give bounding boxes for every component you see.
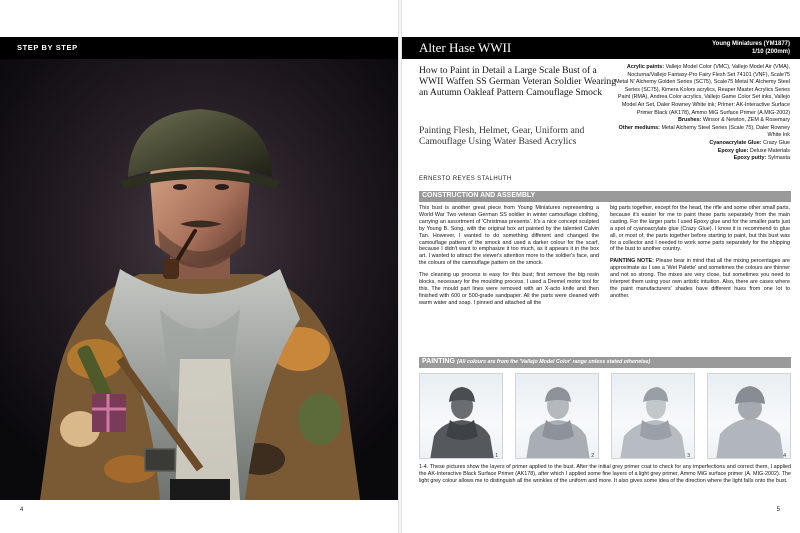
step-photo (515, 373, 599, 459)
materials-item (614, 155, 790, 163)
body-paragraph: big parts together, except for the head, the rifle and some other small parts, because it's easier for me to paint these parts separately from the main casting. For the larger parts I used Epoxy glue and for the smaller parts just a spot of cyanoacrylate glue (Crazy Glue). I know it is recommend to glue all, or most of, the parts together before starting to paint, but this bust was for a collector and I needed to work some parts separately for the shipping of the bust to another country. (610, 205, 790, 253)
materials-list (614, 64, 790, 163)
construction-heading: CONSTRUCTION AND ASSEMBLY (422, 192, 536, 199)
materials-text: Metal Alchemy Steel Series (Scale 75), Daler Rowney White Ink (661, 124, 790, 139)
step-photo (707, 373, 791, 459)
materials-text: Deluxe Materials (749, 147, 790, 154)
step-number: 2 (591, 453, 594, 459)
page-number-right: 5 (776, 507, 780, 513)
materials-item (614, 148, 790, 156)
materials-item (614, 125, 790, 140)
materials-label: Epoxy glue: (717, 147, 749, 154)
materials-label: Brushes: (677, 117, 702, 124)
primed-bust-front-image (516, 374, 599, 459)
primed-bust-back-image (708, 374, 791, 459)
product-name: Young Miniatures (YM1877) (712, 41, 790, 47)
painting-note-label: PAINTING NOTE: (610, 258, 654, 265)
primed-bust-side-image (612, 374, 695, 459)
step-photo (419, 373, 503, 459)
body-paragraph: This bust is another great piece from Young Miniatures representing a World War Two veteran German SS soldier in winter camouflage clothing, carrying an assortment of 'Christmas presents'. It's a nice concept sculpted by Young B. Song, with the original box art painted by the talented Calvin Tan. However, I wanted to do something different and changed the camouflage pattern of the smock and used a darker colour for the scarf, because I didn't want to emphasize it too much, as it appears it in the box art. I wanted to attract the viewer's attention more to the soldier's face, and the colours of the camouflage pattern on the smock. (419, 205, 599, 267)
primer-steps-gallery (419, 373, 791, 459)
article-title: Alter Hase WWII (419, 40, 512, 55)
materials-label: Cyanoacrylate Glue: (709, 139, 762, 146)
product-info (712, 40, 790, 56)
article-header-bar (402, 37, 800, 59)
materials-label: Epoxy putty: (733, 155, 767, 162)
step-number: 1 (495, 453, 498, 459)
body-column-right (610, 205, 790, 353)
construction-section-header (419, 191, 791, 202)
page-number-left: 4 (20, 507, 24, 513)
step-number: 3 (687, 453, 690, 459)
article-subheadline: Painting Flesh, Helmet, Gear, Uniform and Camouflage Using Water Based Acrylics (419, 125, 585, 147)
primed-bust-front-image (420, 374, 503, 459)
materials-item (614, 64, 790, 117)
painting-section-header (419, 357, 791, 368)
painting-heading-wrap (422, 358, 650, 365)
right-page (402, 0, 800, 533)
materials-item (614, 117, 790, 125)
body-paragraph: The cleaning up process is easy for this bust; first remove the big resin blocks, necessary for the moulding process. I used a Dremel motor tool for this. The mould part lines were removed with an X-acto knife and then finished with 600 or 500-grade sandpaper. All the parts were cleaned with warm water and soap. I pinned and attached all the (419, 272, 599, 306)
bust-photo (0, 59, 400, 500)
article-headline: How to Paint in Detail a Large Scale Bust of a WWII Waffen SS German Veteran Soldier Wearing an Autumn Oakleaf Pattern Camouflage Smock (419, 65, 617, 98)
step-photo (611, 373, 695, 459)
product-scale: 1/10 (200mm) (751, 49, 790, 55)
painting-note-text: Please bear in mind that all the mixing percentages are approximate as I use a 'Wet Palette' and sometimes the colours are thinner and not so strong. The mixes are very close, but sometimes you need to interpret them using your own artistic intuition. Also, there are cases where the paint manufacturers' shades have different hues from one lot to another. (610, 258, 790, 299)
step-number: 4 (783, 453, 786, 459)
section-label: STEP BY STEP (17, 43, 78, 52)
materials-item (614, 140, 790, 148)
author-name: ERNESTO REYES STALHUTH (419, 176, 512, 182)
materials-text: Vallejo Model Color (VMC), Vallejo Model Air (VMA), Nocturna/Vallejo Fantasy-Pro Fairy Flesh Set 74101 (VNF), Scale75 Metal N' Alchemy Golden Series (SC75), Scale75 Metal N' Alchemy Steel Series (SC75), Kimera Kolors acrylics, Reaper Master Acrylics Series Paint (RMA), Andrea Color acrylics, Vallejo Game Color Set inks, Vallejo Model Air Set, Daler Rowney White ink; Primer: AK-Interactive Surface Primer Black (AK178), Ammo MiG Surface Primer (A.MIG-2002) (615, 64, 790, 116)
materials-label: Acrylic paints: (626, 64, 665, 70)
gallery-caption: 1-4. These pictures show the layers of primer applied to the bust. After the initial grey primer coat to check for any imperfections and correct them, I applied the AK-Interactive Black Surface Primer (AK178), after which I applied some fine layers of a light grey primer, Ammo MiG surface primer (A. MIG-2002). The light grey colour allows me to distinguish all the wrinkles of the uniform and more. It also gives some idea of the direction where the light falls onto the bust. (419, 464, 791, 484)
materials-text: Winsor & Newton, ZEM & Rosemary (702, 117, 790, 124)
materials-label: Other mediums: (618, 124, 660, 131)
painting-note-paragraph (610, 258, 790, 299)
section-header-bar (0, 37, 400, 59)
materials-text: Sylmasta (767, 155, 790, 162)
body-column-left (419, 205, 599, 353)
painting-heading: PAINTING (422, 358, 455, 365)
bust-illustration (0, 59, 400, 500)
painting-range-note: (All colours are from the 'Vallejo Model Color' range unless stated otherwise) (456, 359, 651, 365)
materials-text: Crazy Glue (763, 139, 790, 146)
